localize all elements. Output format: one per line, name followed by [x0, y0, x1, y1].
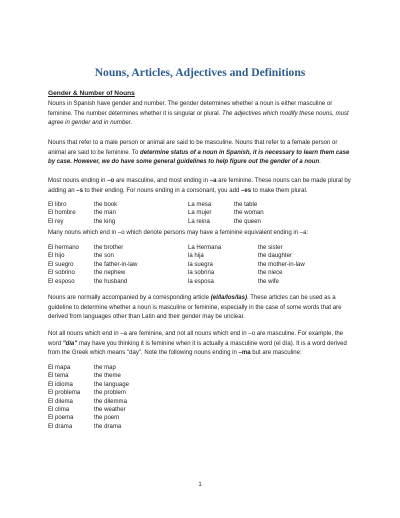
- english-translation: the sister: [258, 245, 283, 251]
- spanish-term: La mujer: [188, 210, 212, 217]
- spanish-term: La Hermana: [188, 245, 222, 251]
- vocab-row: [48, 414, 354, 422]
- english-translation: the poem: [94, 415, 120, 422]
- english-translation: the table: [234, 202, 258, 208]
- paragraph-endings: Most nouns ending in –o are masculine, and most ending in –a are feminine. These nouns can be made plural by adding an –s to their ending. For nouns ending in a consonant, you add –es to make them plural.: [48, 178, 351, 194]
- english-translation: the man: [94, 210, 116, 217]
- spanish-term: El suegro: [48, 261, 74, 268]
- spanish-term: El tema: [48, 373, 69, 380]
- vocab-row: [48, 372, 354, 380]
- english-translation: the nephew: [94, 270, 126, 277]
- english-translation: the daughter: [258, 253, 292, 260]
- english-translation: the map: [94, 365, 116, 371]
- section-heading: Gender & Number of Nouns: [48, 90, 135, 97]
- english-translation: the problem: [94, 390, 126, 397]
- english-translation: the language: [94, 381, 129, 388]
- spanish-term: El clima: [48, 407, 70, 414]
- english-translation: the weather: [94, 407, 126, 414]
- paragraph-feminine-equivalent: Many nouns which end in –o which denote persons may have a feminine equivalent ending in –a:: [48, 230, 309, 236]
- spanish-term: El hijo: [48, 253, 65, 260]
- spanish-term: la sobrina: [188, 270, 215, 277]
- paragraph-gender-number: Nouns in Spanish have gender and number. The gender determines whether a noun is either masculine or feminine. The number determines whether it is singular or plural. The adjectives which modify these nouns, must agree in gender and in number.: [48, 101, 349, 127]
- english-translation: the mother-in-law: [258, 261, 305, 268]
- paragraph-male-female: Nouns that refer to a male person or animal are said to be masculine. Nouns that refer to a female person or animal are said to be feminine. To determine status of a noun in Spanish, it is necessary to learn them case by case. However, we do have some general guidelines to help figure out the gender of a noun.: [48, 140, 350, 166]
- english-translation: the theme: [94, 373, 121, 380]
- spanish-term: El rey: [48, 218, 64, 225]
- vocab-row: [48, 278, 354, 286]
- english-translation: the woman: [234, 210, 264, 217]
- english-translation: the husband: [94, 278, 128, 285]
- vocab-list-basic: [48, 201, 354, 226]
- english-translation: the brother: [94, 245, 124, 251]
- english-translation: the book: [94, 202, 118, 208]
- spanish-term: El hermano: [48, 245, 79, 251]
- spanish-term: La mesa: [188, 202, 212, 208]
- spanish-term: El drama: [48, 423, 73, 430]
- vocab-list-ma-words: [48, 364, 354, 431]
- english-translation: the dilemma: [94, 398, 127, 405]
- english-translation: the queen: [234, 218, 261, 225]
- spanish-term: El libro: [48, 202, 67, 208]
- spanish-term: la hija: [188, 253, 204, 260]
- vocab-list-family: [48, 244, 354, 286]
- page-number: 1: [198, 482, 202, 488]
- spanish-term: El sobrino: [48, 270, 75, 277]
- paragraph-articles: Nouns are normally accompanied by a corresponding article (el/la/los/las). These articles can be used as a guideline to determine whether a noun is masculine or feminine, especially in the case of some words that are derived from languages other than Latin and their gender may be unclear.: [48, 295, 342, 321]
- spanish-term: El problema: [48, 390, 81, 397]
- page-title: Nouns, Articles, Adjectives and Definitions: [94, 66, 306, 79]
- spanish-term: El esposo: [48, 278, 75, 285]
- vocab-row: [48, 381, 354, 389]
- vocab-row: [48, 201, 354, 209]
- english-translation: the niece: [258, 270, 283, 277]
- vocab-row: [48, 364, 354, 372]
- vocab-row: [48, 423, 354, 431]
- vocab-row: [48, 398, 354, 406]
- english-translation: the wife: [258, 278, 279, 285]
- vocab-row: [48, 244, 354, 252]
- vocab-row: [48, 252, 354, 260]
- english-translation: the king: [94, 218, 116, 225]
- spanish-term: La reina: [188, 218, 210, 225]
- spanish-term: la esposa: [188, 278, 214, 285]
- spanish-term: El poema: [48, 415, 74, 422]
- vocab-row: [48, 261, 354, 269]
- spanish-term: El dilema: [48, 398, 73, 405]
- vocab-row: [48, 218, 354, 226]
- english-translation: the drama: [94, 423, 122, 430]
- vocab-row: [48, 209, 354, 217]
- spanish-term: El mapa: [48, 365, 71, 371]
- spanish-term: El idioma: [48, 381, 73, 388]
- spanish-term: El hombre: [48, 210, 76, 217]
- english-translation: the father-in-law: [94, 261, 138, 268]
- spanish-term: la suegra: [188, 261, 213, 268]
- vocab-row: [48, 406, 354, 414]
- vocab-row: [48, 269, 354, 277]
- paragraph-exceptions: Not all nouns which end in –a are feminine, and not all nouns which end in –o are masculine. For example, the word "día" may have you thinking it is feminine when it is actually a masculine word (el día). It is a word derived from the Greek which means "day". Note the following nouns ending in –ma but are masculine:: [48, 331, 347, 357]
- vocab-row: [48, 389, 354, 397]
- english-translation: the son: [94, 253, 114, 260]
